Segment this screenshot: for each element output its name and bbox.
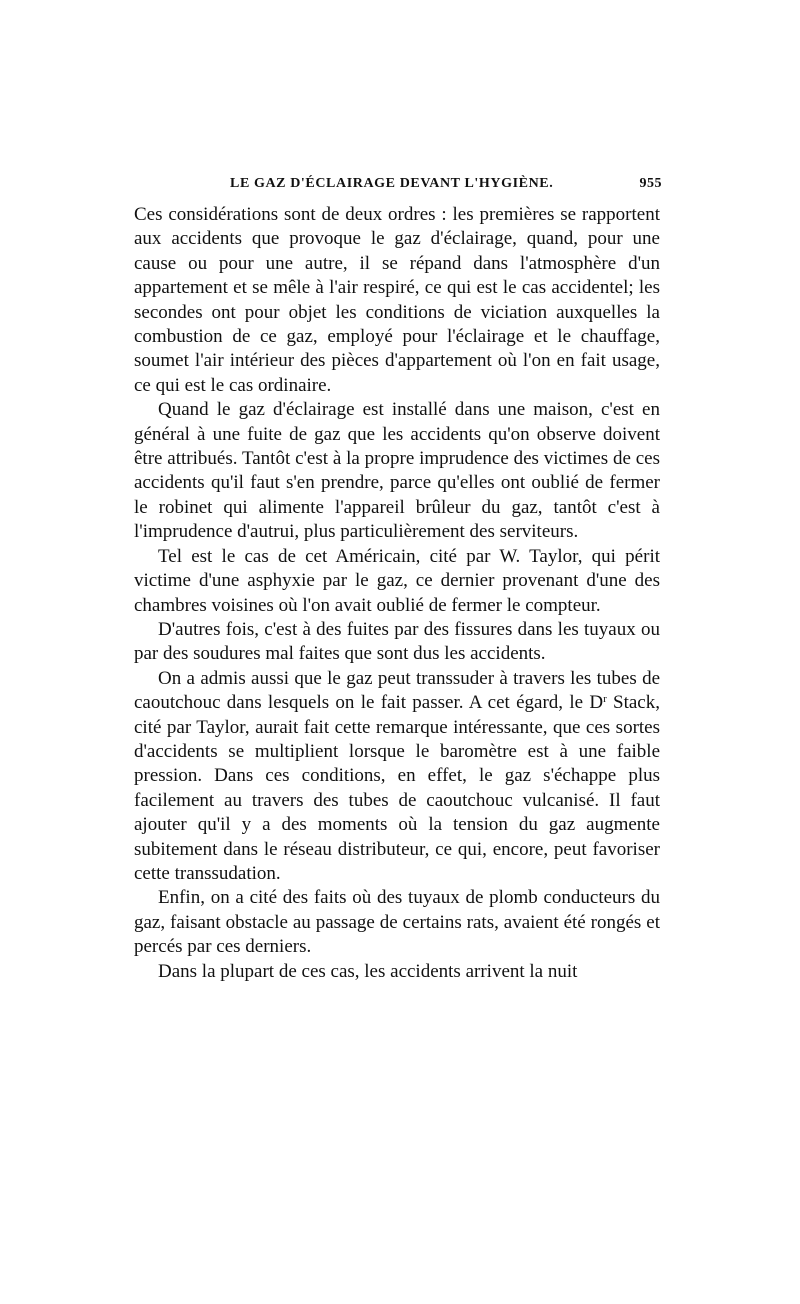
paragraph-3: Tel est le cas de cet Américain, cité par W. Taylor, qui périt victime d'une asphyxie par le gaz, ce dernier provenant d'une des chambres voisines où l'on avait oublié de fermer le compteur.: [134, 545, 660, 616]
paragraph-2: Quand le gaz d'éclairage est installé dans une maison, c'est en général à une fuite de gaz que les accidents qu'on observe doivent être attribués. Tantôt c'est à la propre imprudence des victimes de ces accidents qu'il faut s'en prendre, parce qu'elles ont oublié de fermer le robinet qui alimente l'appareil brûleur du gaz, tantôt c'est à l'imprudence d'autrui, plus particulièrement des serviteurs.: [134, 399, 660, 543]
paragraph-5-start: On a admis aussi que le gaz peut transsuder à travers les tubes de caoutchouc dans lesquels on le fait passer. A cet égard, le D: [134, 667, 660, 714]
running-title: LE GAZ D'ÉCLAIRAGE DEVANT L'HYGIÈNE.: [230, 176, 554, 191]
paragraph-6: Enfin, on a cité des faits où des tuyaux de plomb conducteurs du gaz, faisant obstacle au passage de certains rats, avaient été rongés et percés par ces derniers.: [134, 887, 660, 958]
paragraph-5: [134, 667, 660, 887]
paragraph-5-end: Stack, cité par Taylor, aurait fait cette remarque intéressante, que ces sortes d'accidents se multiplient lorsque le baromètre est à une faible pression. Dans ces conditions, en effet, le gaz s'échappe plus facilement au travers des tubes de caoutchouc vulcanisé. Il faut ajouter qu'il y a des moments où la tension du gaz augmente subitement dans le réseau distributeur, ce qui, encore, peut favoriser cette transsudation.: [134, 692, 660, 884]
paragraph-7: Dans la plupart de ces cas, les accidents arrivent la nuit: [158, 960, 578, 982]
paragraph-1: Ces considérations sont de deux ordres : les premières se rapportent aux accidents que provoque le gaz d'éclairage, quand, pour une cause ou pour une autre, il se répand dans l'atmosphère d'un appartement et se mêle à l'air respiré, ce qui est le cas accidentel; les secondes ont pour objet les conditions de viciation auxquelles la combustion de ce gaz, employé pour l'éclairage et le chauffage, soumet l'air intérieur des pièces d'appartement où l'on en fait usage, ce qui est le cas ordinaire.: [134, 204, 660, 396]
running-head: [130, 176, 662, 198]
paragraph-4: D'autres fois, c'est à des fuites par des fissures dans les tuyaux ou par des soudures mal faites que sont dus les accidents.: [134, 618, 660, 665]
body-text: [134, 203, 660, 984]
page-number: 955: [639, 176, 662, 191]
doctor-superscript: r: [603, 693, 607, 706]
